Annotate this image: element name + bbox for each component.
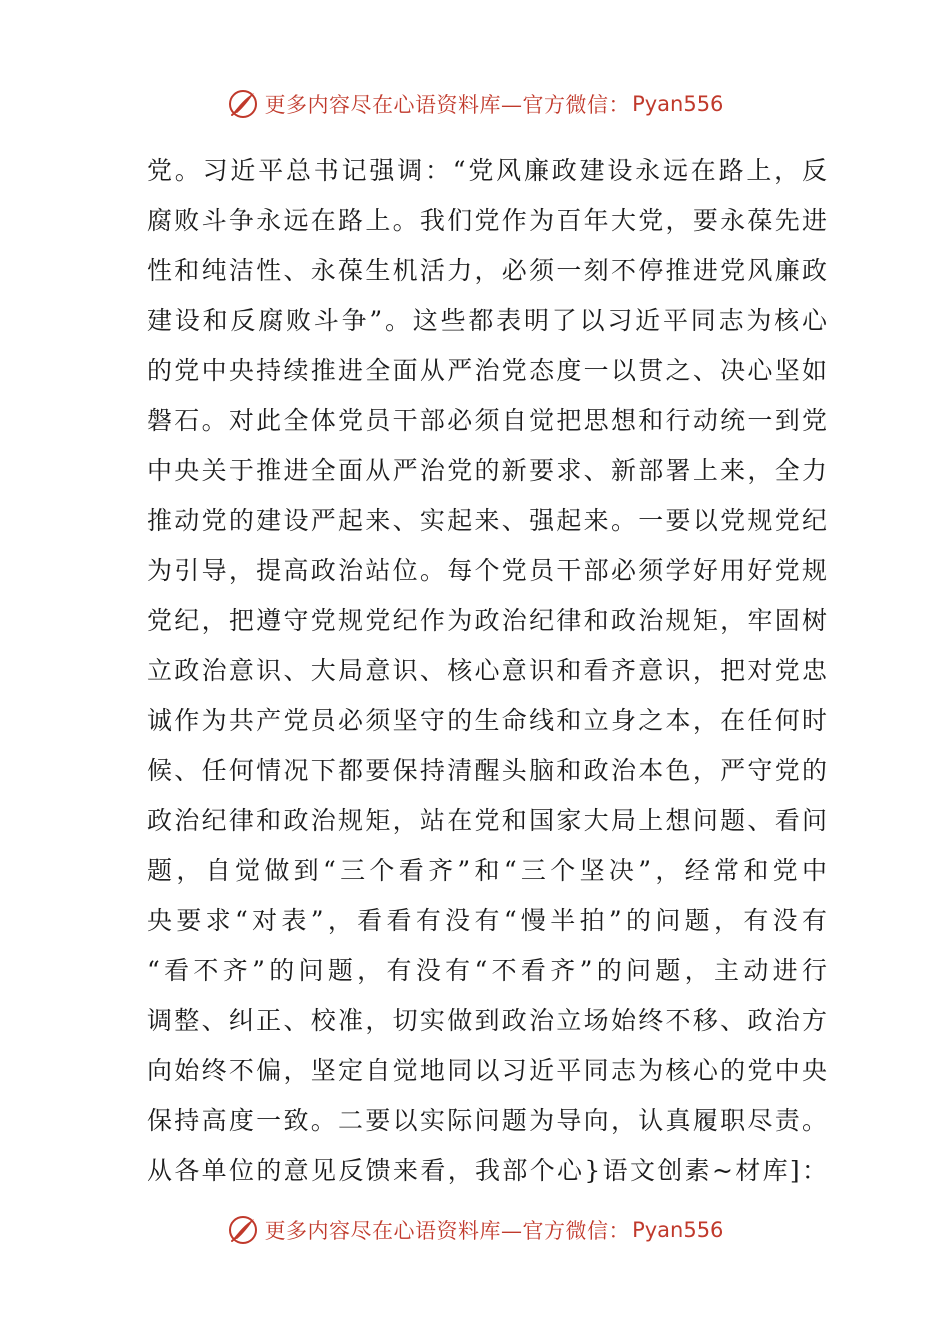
body-line: 推动党的建设严起来、实起来、强起来。一要以党规党纪 — [147, 506, 827, 535]
document-body — [147, 146, 827, 1196]
body-line: 候、任何情况下都要保持清醒头脑和政治本色，严守党的 — [147, 756, 827, 785]
body-line: 的党中央持续推进全面从严治党态度一以贯之、决心坚如 — [147, 356, 827, 385]
body-line: 磐石。对此全体党员干部必须自觉把思想和行动统一到党 — [147, 406, 827, 435]
body-line: 诚作为共产党员必须坚守的生命线和立身之本，在任何时 — [147, 706, 827, 735]
body-line: 建设和反腐败斗争”。这些都表明了以习近平同志为核心 — [147, 306, 827, 335]
header-banner-text: 更多内容尽在心语资料库—官方微信： — [264, 93, 631, 117]
body-line: 中央关于推进全面从严治党的新要求、新部署上来，全力 — [147, 456, 827, 485]
body-line: 党。习近平总书记强调：“党风廉政建设永远在路上，反 — [147, 156, 827, 185]
body-line: “看不齐”的问题，有没有“不看齐”的问题，主动进行 — [147, 956, 827, 985]
body-line: 党纪，把遵守党规党纪作为政治纪律和政治规矩，牢固树 — [147, 606, 827, 635]
footer-watermark-banner — [0, 1210, 950, 1250]
body-line: 央要求“对表”，看看有没有“慢半拍”的问题，有没有 — [147, 906, 827, 935]
body-line: 立政治意识、大局意识、核心意识和看齐意识，把对党忠 — [147, 656, 827, 685]
body-line: 政治纪律和政治规矩，站在党和国家大局上想问题、看问 — [147, 806, 827, 835]
body-line: 保持高度一致。二要以实际问题为导向，认真履职尽责。 — [147, 1106, 827, 1135]
body-line: 题，自觉做到“三个看齐”和“三个坚决”，经常和党中 — [147, 856, 827, 885]
header-banner-wechat-id: Pyan556 — [632, 92, 724, 116]
footer-banner-text: 更多内容尽在心语资料库—官方微信： — [264, 1219, 631, 1243]
body-line: 腐败斗争永远在路上。我们党作为百年大党，要永葆先进 — [147, 206, 827, 235]
footer-banner-wechat-id: Pyan556 — [632, 1218, 724, 1242]
header-watermark-banner — [0, 84, 950, 124]
body-line: 为引导，提高政治站位。每个党员干部必须学好用好党规 — [147, 556, 827, 585]
body-line: 从各单位的意见反馈来看，我部个心}语文创素~材库]： — [147, 1156, 827, 1185]
body-line: 性和纯洁性、永葆生机活力，必须一刻不停推进党风廉政 — [147, 256, 827, 285]
body-line: 调整、纠正、校准，切实做到政治立场始终不移、政治方 — [147, 1006, 827, 1035]
body-line: 向始终不偏，坚定自觉地同以习近平同志为核心的党中央 — [147, 1056, 827, 1085]
quill-pen-icon — [227, 1214, 259, 1246]
quill-pen-icon — [227, 88, 259, 120]
